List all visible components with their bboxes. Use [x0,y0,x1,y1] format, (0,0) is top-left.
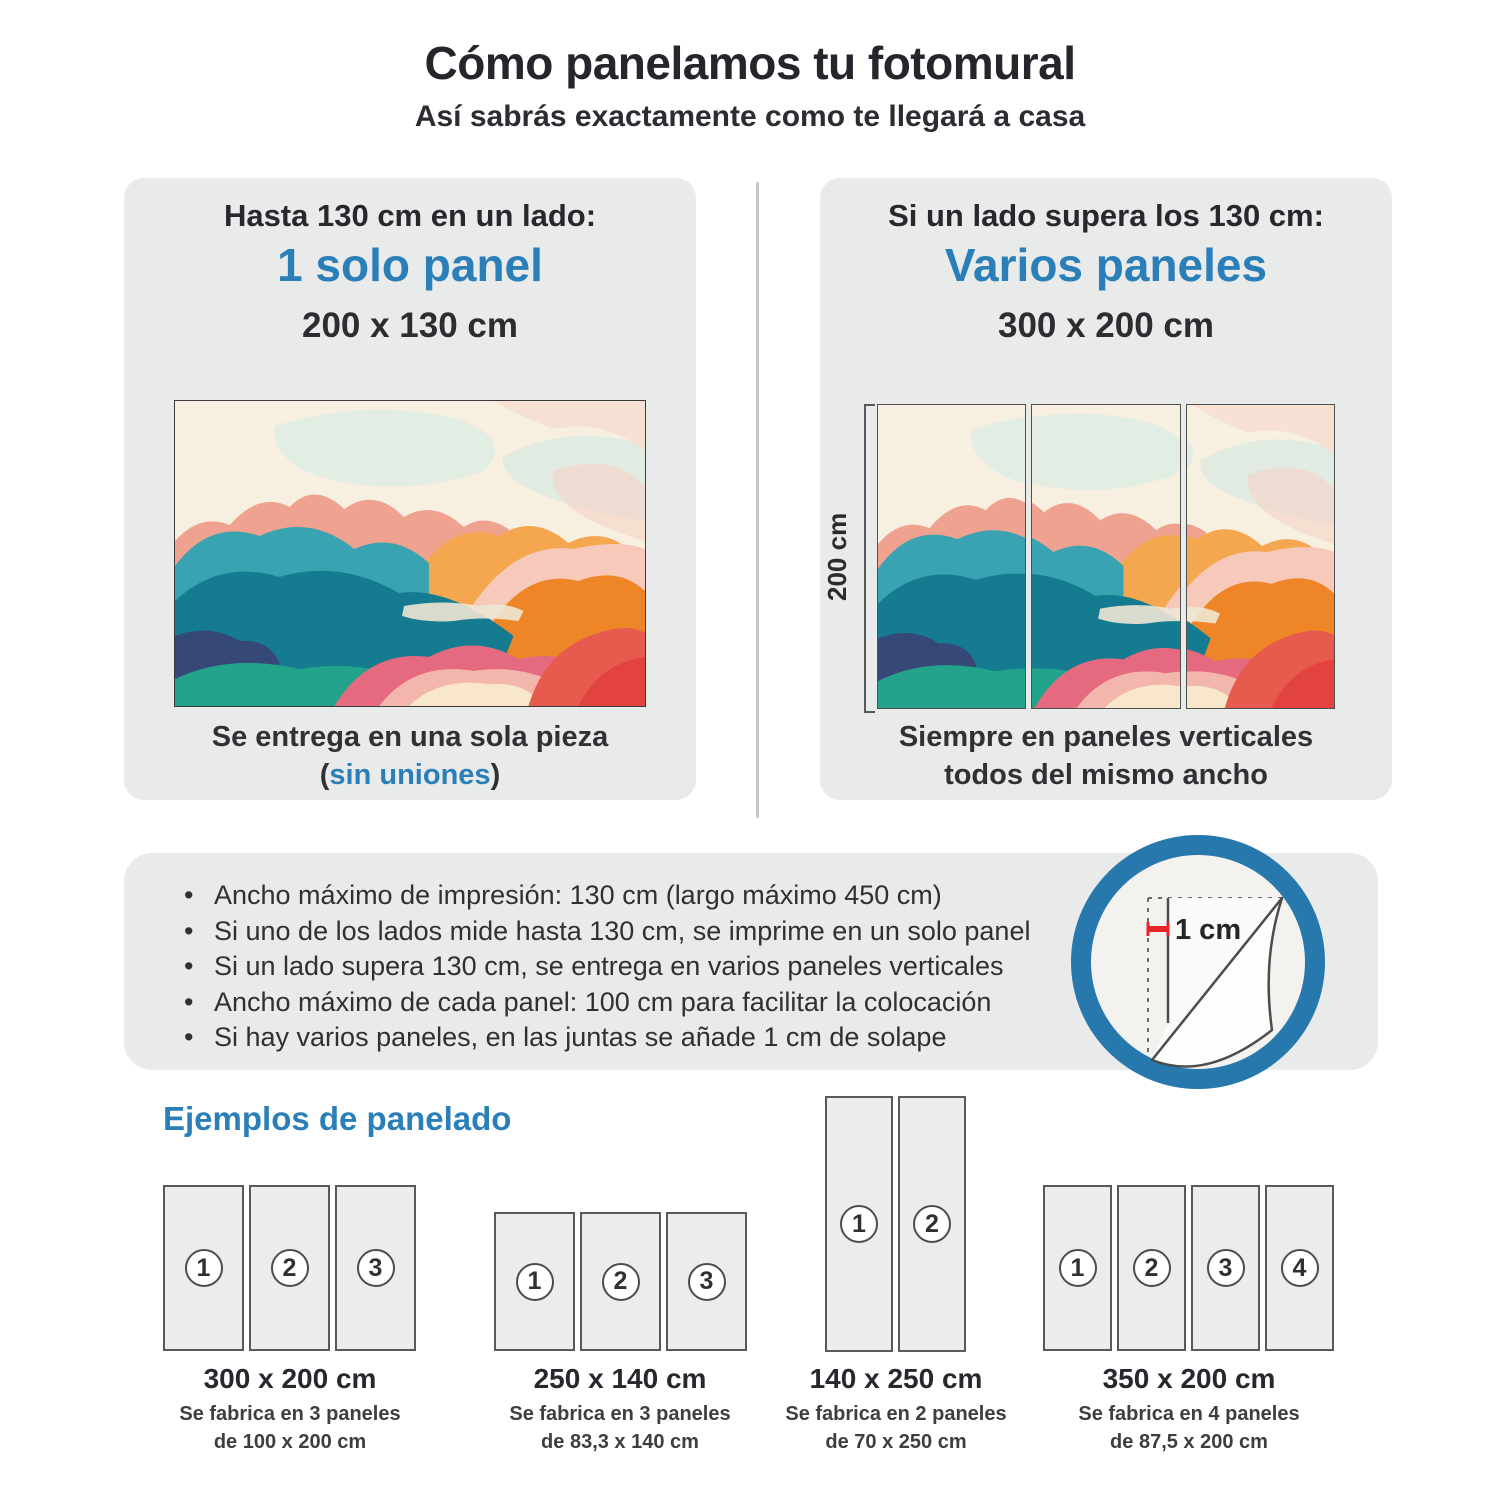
overlap-detail-icon [1071,835,1325,1089]
height-label: 200 cm [822,512,852,601]
multi-card-highlight: Varios paneles [944,239,1268,291]
example-panel [1191,1185,1260,1351]
panel-number-badge: 1 [840,1205,878,1243]
multi-panel-card [820,178,1392,800]
example-caption-3 [736,1362,1056,1456]
panel-number-badge: 1 [185,1249,223,1287]
mural-panel-slice [1186,404,1335,709]
rule-item: • Si hay varios paneles, en las juntas se añade 1 cm de solape [184,1020,1164,1056]
example-desc: Se fabrica en 3 paneles de 100 x 200 cm [179,1403,401,1453]
example-panel [1117,1185,1186,1351]
single-panel-card [124,178,696,800]
example-size: 350 x 200 cm [1102,1363,1276,1394]
single-card-caption: Se entrega en una sola pieza [211,721,609,753]
example-panel [494,1212,575,1351]
example-size: 250 x 140 cm [533,1363,707,1394]
paren-open: ( [319,759,330,791]
example-caption-4 [1029,1362,1349,1456]
page-subtitle: Así sabrás exactamente como te llegará a casa [414,100,1086,133]
example-size: 300 x 200 cm [203,1363,377,1394]
rule-item: • Ancho máximo de cada panel: 100 cm para facilitar la colocación [184,985,1164,1021]
panel-number-badge: 1 [516,1263,554,1301]
multi-card-heading: Si un lado supera los 130 cm: [888,198,1324,233]
cards-divider [756,182,759,818]
example-panels-4 [1043,1185,1334,1351]
panel-number-badge: 2 [913,1205,951,1243]
example-caption-1 [130,1362,450,1456]
multi-card-caption-line1: Siempre en paneles verticales [898,721,1314,753]
panel-number-badge: 3 [1207,1249,1245,1287]
examples-heading: Ejemplos de panelado [163,1100,512,1137]
example-desc: Se fabrica en 4 paneles de 87,5 x 200 cm [1078,1403,1300,1453]
caption-note-highlight: sin uniones [329,759,491,791]
example-panel [163,1185,244,1351]
panel-number-badge: 2 [602,1263,640,1301]
example-size: 140 x 250 cm [809,1363,983,1394]
example-caption-2 [460,1362,780,1456]
panel-number-badge: 1 [1059,1249,1097,1287]
example-panel [1043,1185,1112,1351]
panel-number-badge: 3 [688,1263,726,1301]
single-card-caption-note [124,759,696,792]
single-card-size: 200 x 130 cm [301,306,518,345]
rule-item: • Ancho máximo de impresión: 130 cm (largo máximo 450 cm) [184,878,1164,914]
example-panel [898,1096,966,1352]
example-panels-3 [825,1096,966,1352]
example-panel [335,1185,416,1351]
example-panels-1 [163,1185,416,1351]
single-card-highlight: 1 solo panel [277,239,543,291]
panel-number-badge: 2 [271,1249,309,1287]
paren-close: ) [490,759,501,791]
example-panel [249,1185,330,1351]
mural-panels-preview [877,404,1335,709]
paper-curl-icon [1091,855,1305,1069]
example-panel [1265,1185,1334,1351]
example-panel [825,1096,893,1352]
mural-preview-image [174,400,646,707]
multi-card-size: 300 x 200 cm [997,306,1214,345]
single-card-heading: Hasta 130 cm en un lado: [223,198,597,233]
panel-number-badge: 2 [1133,1249,1171,1287]
one-cm-marker-icon [1148,922,1168,936]
example-panel [666,1212,747,1351]
page-title: Cómo panelamos tu fotomural [424,37,1076,89]
mural-panel-slice [877,404,1026,709]
rules-list [184,878,1164,1056]
panel-number-badge: 4 [1281,1249,1319,1287]
mural-panel-slice [1031,404,1180,709]
height-dimension-bracket [864,404,875,713]
example-panel [580,1212,661,1351]
overlap-label: 1 cm [1175,914,1242,946]
example-panels-2 [494,1212,747,1351]
panel-number-badge: 3 [357,1249,395,1287]
multi-card-caption-line2: todos del mismo ancho [944,759,1268,791]
example-desc: Se fabrica en 2 paneles de 70 x 250 cm [785,1403,1007,1453]
rule-item: • Si uno de los lados mide hasta 130 cm, se imprime en un solo panel [184,914,1164,950]
example-desc: Se fabrica en 3 paneles de 83,3 x 140 cm [509,1403,731,1453]
rule-item: • Si un lado supera 130 cm, se entrega en varios paneles verticales [184,949,1164,985]
